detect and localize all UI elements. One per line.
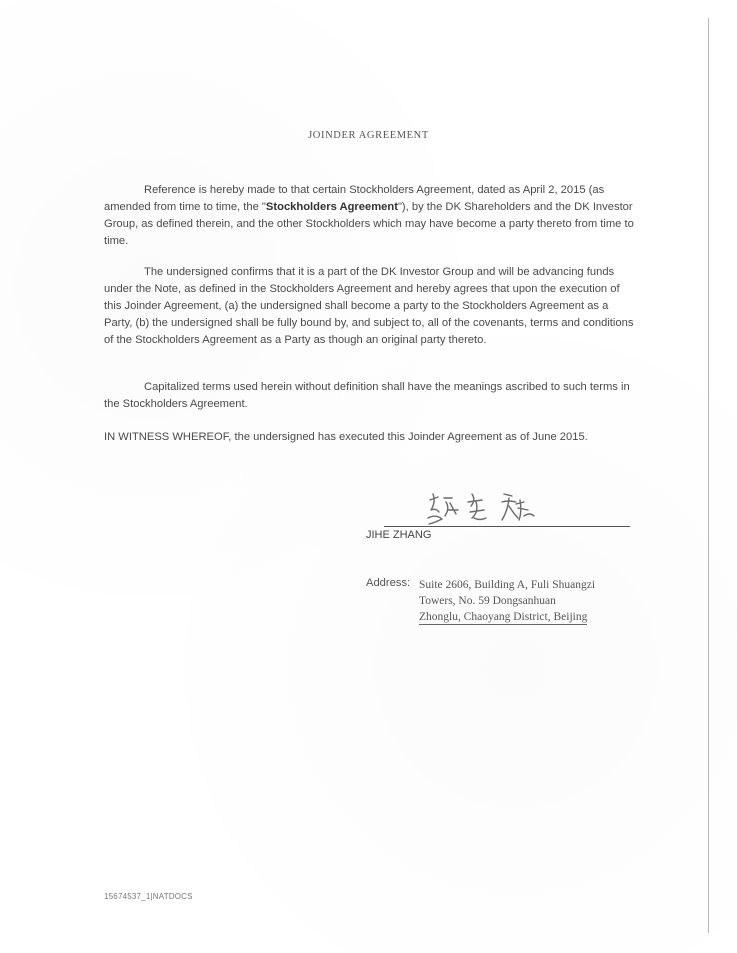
defined-term-stockholders-agreement: Stockholders Agreement	[265, 201, 398, 213]
paragraph-reference-text-a: Reference is hereby made to that certain Stockholders Agreement, dated as April 2, 2015 (as amended from time to time, the "	[104, 184, 605, 213]
address-line-2: Towers, No. 59 Dongsanhuan	[419, 595, 556, 607]
address-block	[419, 577, 595, 625]
paragraph-reference-text-b: "), by the DK Shareholders and the DK Investor Group, as defined therein, and the other Stockholders which may have become a party thereto from time to time.	[104, 201, 634, 247]
address-line-3: Zhonglu, Chaoyang District, Beijing	[419, 611, 588, 623]
address-label: Address:	[366, 577, 411, 589]
signature-line	[384, 526, 630, 527]
paragraph-capitalized-terms	[104, 379, 636, 413]
paragraph-confirmation-text: The undersigned confirms that it is a part of the DK Investor Group and will be advancing funds under the Note, as defined in the Stockholders Agreement and hereby agrees that upon the execution of this Joinder Agreement, (a) the undersigned shall become a party to the Stockholders Agreement as a Party, (b) the undersigned shall be fully bound by, and subject to, all of the covenants, terms and conditions of the Stockholders Agreement as a Party as though an original party thereto.	[104, 266, 634, 346]
document-footer-id: 15674537_1|NATDOCS	[104, 892, 193, 901]
paragraph-witness: IN WITNESS WHEREOF, the undersigned has executed this Joinder Agreement as of June 2015.	[104, 431, 588, 443]
page-edge-line	[708, 18, 709, 933]
paragraph-reference	[104, 182, 636, 250]
paragraph-confirmation	[104, 264, 636, 349]
address-line-1: Suite 2606, Building A, Fuli Shuangzi	[419, 579, 596, 591]
signer-name: JIHE ZHANG	[366, 529, 432, 541]
paragraph-capitalized-terms-text: Capitalized terms used herein without definition shall have the meanings ascribed to such terms in the Stockholders Agreement.	[104, 381, 630, 410]
handwritten-signature	[424, 488, 554, 528]
document-title: JOINDER AGREEMENT	[308, 130, 429, 141]
